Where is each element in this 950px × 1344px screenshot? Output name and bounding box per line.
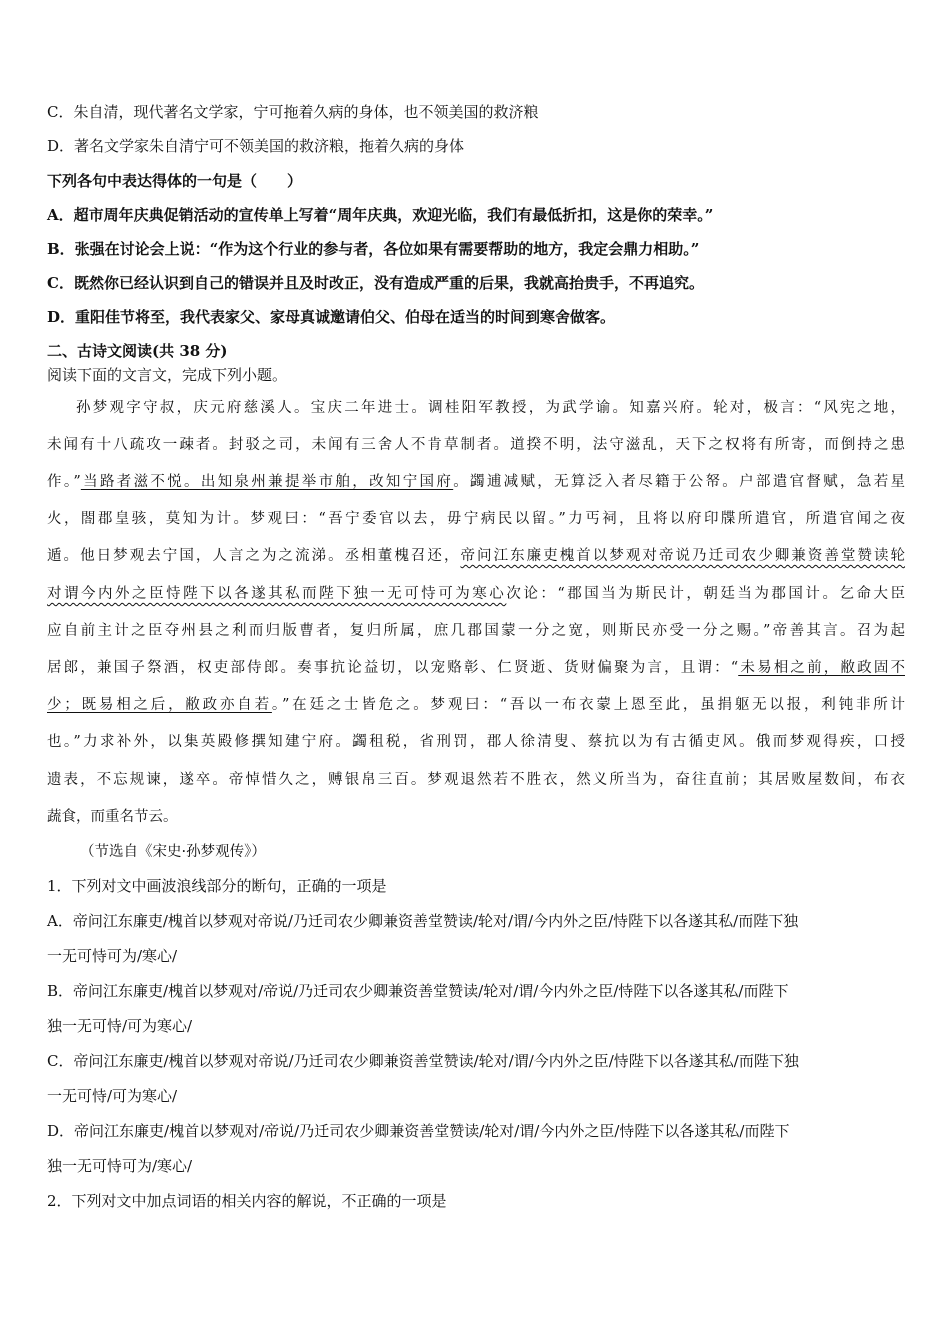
question-1-stem: 1．下列对文中画波浪线部分的断句，正确的一项是 [47, 877, 387, 895]
q1-option-c: C．帝问江东廉吏/槐首以梦观对帝说/乃迁司农少卿兼资善堂赞读/轮对/谓/今内外之臣/恃陛下以各遂其私/而陛下独 [47, 1052, 799, 1070]
passage-line [47, 695, 905, 715]
question-stem: 下列各句中表达得体的一句是（ ） [47, 172, 303, 190]
passage-line: 火，閤郡皇骇，莫知为计。梦观曰：“吾宁委官以去，毋宁病民以留。”力丐祠，且将以府印牒所遣官，所遣官闻之夜 [47, 511, 905, 527]
section-instruction: 阅读下面的文言文，完成下列小题。 [47, 366, 288, 384]
passage-source: （节选自《宋史·孙梦观传》） [80, 844, 266, 860]
q1-option-c-cont: 一无可恃/可为寒心/ [47, 1087, 178, 1105]
option-d: D．重阳佳节将至，我代表家父、家母真诚邀请伯父、伯母在适当的时间到寒舍做客。 [47, 308, 616, 326]
wavy-underlined-text: 帝问江东廉吏槐首以梦观对帝说乃迁司农少卿兼资善堂赞读轮 [460, 548, 906, 564]
passage-text: 。”在廷之士皆危之。梦观曰：“吾以一布衣蒙上恩至此，虽捐躯无以报，利钝非所计 [271, 697, 906, 713]
passage-line: 遗表，不忘规谏，遂卒。帝悼惜久之，赙银帛三百。梦观退然若不胜衣，然义所当为，奋往直前；其居败屋数间，布衣 [47, 772, 905, 788]
question-2-stem: 2．下列对文中加点词语的相关内容的解说，不正确的一项是 [47, 1192, 447, 1210]
passage-line: 未闻有十八疏攻一疎者。封驳之司，未闻有三舍人不肯草制者。道揆不明，法守滋乱，天下之权将有所寄，而倒持之患 [47, 437, 905, 453]
passage-text: 居郎，兼国子祭酒，权吏部侍郎。奏事抗论益切，以宠赂彰、仁贤逝、货财偏聚为言，且谓：“ [47, 660, 739, 676]
option-a: A．超市周年庆典促销活动的宣传单上写着“周年庆典，欢迎光临，我们有最低折扣，这是你的荣幸。” [47, 206, 714, 224]
underlined-sentence: 当路者滋不悦。出知泉州兼提举市舶，改知宁国府 [80, 474, 454, 490]
underlined-sentence: 少；既易相之后，敝政亦自若 [47, 697, 272, 713]
passage-line [47, 472, 905, 492]
wavy-underlined-text: 对谓今内外之臣恃陛下以各遂其私而陛下独一无可恃可为寒心 [47, 586, 507, 602]
prev-option-d: D．著名文学家朱自清宁可不领美国的救济粮，拖着久病的身体 [47, 137, 465, 155]
q1-option-a: A．帝问江东廉吏/槐首以梦观对帝说/乃迁司农少卿兼资善堂赞读/轮对/谓/今内外之臣/恃陛下以各遂其私/而陛下独 [47, 912, 799, 930]
option-c: C．既然你已经认识到自己的错误并且及时改正，没有造成严重的后果，我就高抬贵手，不再追究。 [47, 274, 704, 292]
q1-option-d-cont: 独一无可恃可为/寒心/ [47, 1157, 193, 1175]
passage-text: 作。” [47, 474, 81, 490]
q1-option-b: B．帝问江东廉吏/槐首以梦观对/帝说/乃迁司农少卿兼资善堂赞读/轮对/谓/今内外之臣/恃陛下以各遂其私/而陛下 [47, 982, 789, 1000]
option-b: B．张强在讨论会上说：“作为这个行业的参与者，各位如果有需要帮助的地方，我定会鼎力相助。” [47, 240, 700, 258]
passage-text: 次论：“郡国当为斯民计，朝廷当为郡国计。乞命大臣 [506, 586, 905, 602]
passage-text: 遁。他日梦观去宁国，人言之为之流涕。丞相董槐召还， [47, 548, 461, 564]
passage-line: 应自前主计之臣夺州县之利而归版曹者，复归所属，庶几郡国蒙一分之宽，则斯民亦受一分之赐。”帝善其言。召为起 [47, 623, 905, 639]
q1-option-d: D．帝问江东廉吏/槐首以梦观对/帝说/乃迁司农少卿兼资善堂赞读/轮对/谓/今内外之臣/恃陛下以各遂其私/而陛下 [47, 1122, 790, 1140]
passage-text: 。蠲逋减赋，无算泛入者尽籍于公帑。户部遣官督赋，急若星 [453, 474, 906, 490]
q1-option-a-cont: 一无可恃可为/寒心/ [47, 947, 178, 965]
passage-line [47, 546, 905, 566]
underlined-sentence: 未易相之前，敝政固不 [738, 660, 905, 676]
passage-line [47, 658, 905, 678]
passage-line: 也。”力求补外，以集英殿修撰知建宁府。蠲租税，省刑罚，郡人徐清叟、蔡抗以为有古循吏风。俄而梦观得疾，口授 [47, 734, 905, 750]
section-title: 二、古诗文阅读(共 38 分) [47, 342, 228, 360]
passage-line: 孙梦观字守叔，庆元府慈溪人。宝庆二年进士。调桂阳军教授，为武学谕。知嘉兴府。轮对，极言：“风宪之地， [76, 400, 905, 416]
q1-option-b-cont: 独一无可恃/可为寒心/ [47, 1017, 193, 1035]
passage-line [47, 584, 905, 604]
prev-option-c: C．朱自清，现代著名文学家，宁可拖着久病的身体，也不领美国的救济粮 [47, 103, 539, 121]
passage-line: 蔬食，而重名节云。 [47, 809, 178, 825]
